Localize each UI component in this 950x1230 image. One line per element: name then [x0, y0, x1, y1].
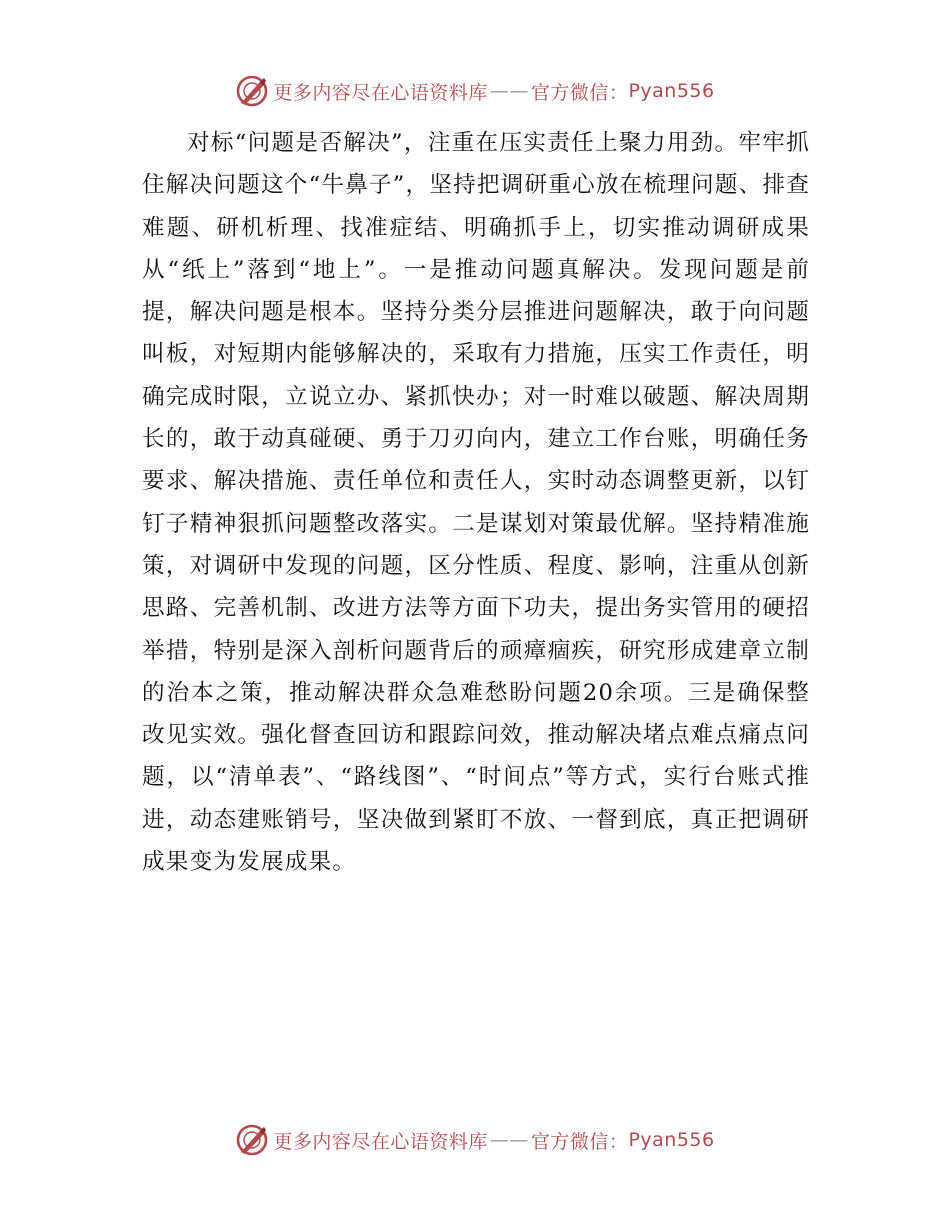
- watermark-wechat-label: 官方微信：: [530, 81, 629, 104]
- body-paragraph: 对标“问题是否解决”，注重在压实责任上聚力用劲。牢牢抓住解决问题这个“牛鼻子”，坚持把调研重心放在梳理问题、排查难题、研机析理、找准症结、明确抓手上，切实推动调研成果从“纸上”落到“地上”。一是推动问题真解决。发现问题是前提，解决问题是根本。坚持分类分层推进问题解决，敢于向问题叫板，对短期内能够解决的，采取有力措施，压实工作责任，明确完成时限，立说立办、紧抓快办；对一时难以破题、解决周期长的，敢于动真碰硬、勇于刀刃向内，建立工作台账，明确任务要求、解决措施、责任单位和责任人，实时动态调整更新，以钉钉子精神狠抓问题整改落实。二是谋划对策最优解。坚持精准施策，对调研中发现的问题，区分性质、程度、影响，注重从创新思路、完善机制、改进方法等方面下功夫，提出务实管用的硬招举措，特别是深入剖析问题背后的顽瘴痼疾，研究形成建章立制的治本之策，推动解决群众急难愁盼问题20余项。三是确保整改见实效。强化督查回访和跟踪问效，推动解决堵点难点痛点问题，以“清单表”、“路线图”、“时间点”等方式，实行台账式推进，动态建账销号，坚决做到紧盯不放、一督到底，真正把调研成果变为发展成果。: [142, 130, 810, 876]
- watermark-separator: ——: [489, 1129, 529, 1151]
- pen-circle-logo-icon: [235, 74, 269, 108]
- watermark-site-text: 更多内容尽在心语资料库: [273, 1130, 488, 1153]
- header-watermark: [0, 71, 950, 111]
- watermark-wechat-label: 官方微信：: [530, 1130, 629, 1153]
- footer-watermark: [0, 1120, 950, 1160]
- watermark-site-text: 更多内容尽在心语资料库: [273, 81, 488, 104]
- pen-circle-logo-icon: [235, 1123, 269, 1157]
- watermark-wechat-account: Pyan556: [628, 1129, 715, 1151]
- watermark-wechat-account: Pyan556: [628, 80, 715, 102]
- watermark-separator: ——: [489, 80, 529, 102]
